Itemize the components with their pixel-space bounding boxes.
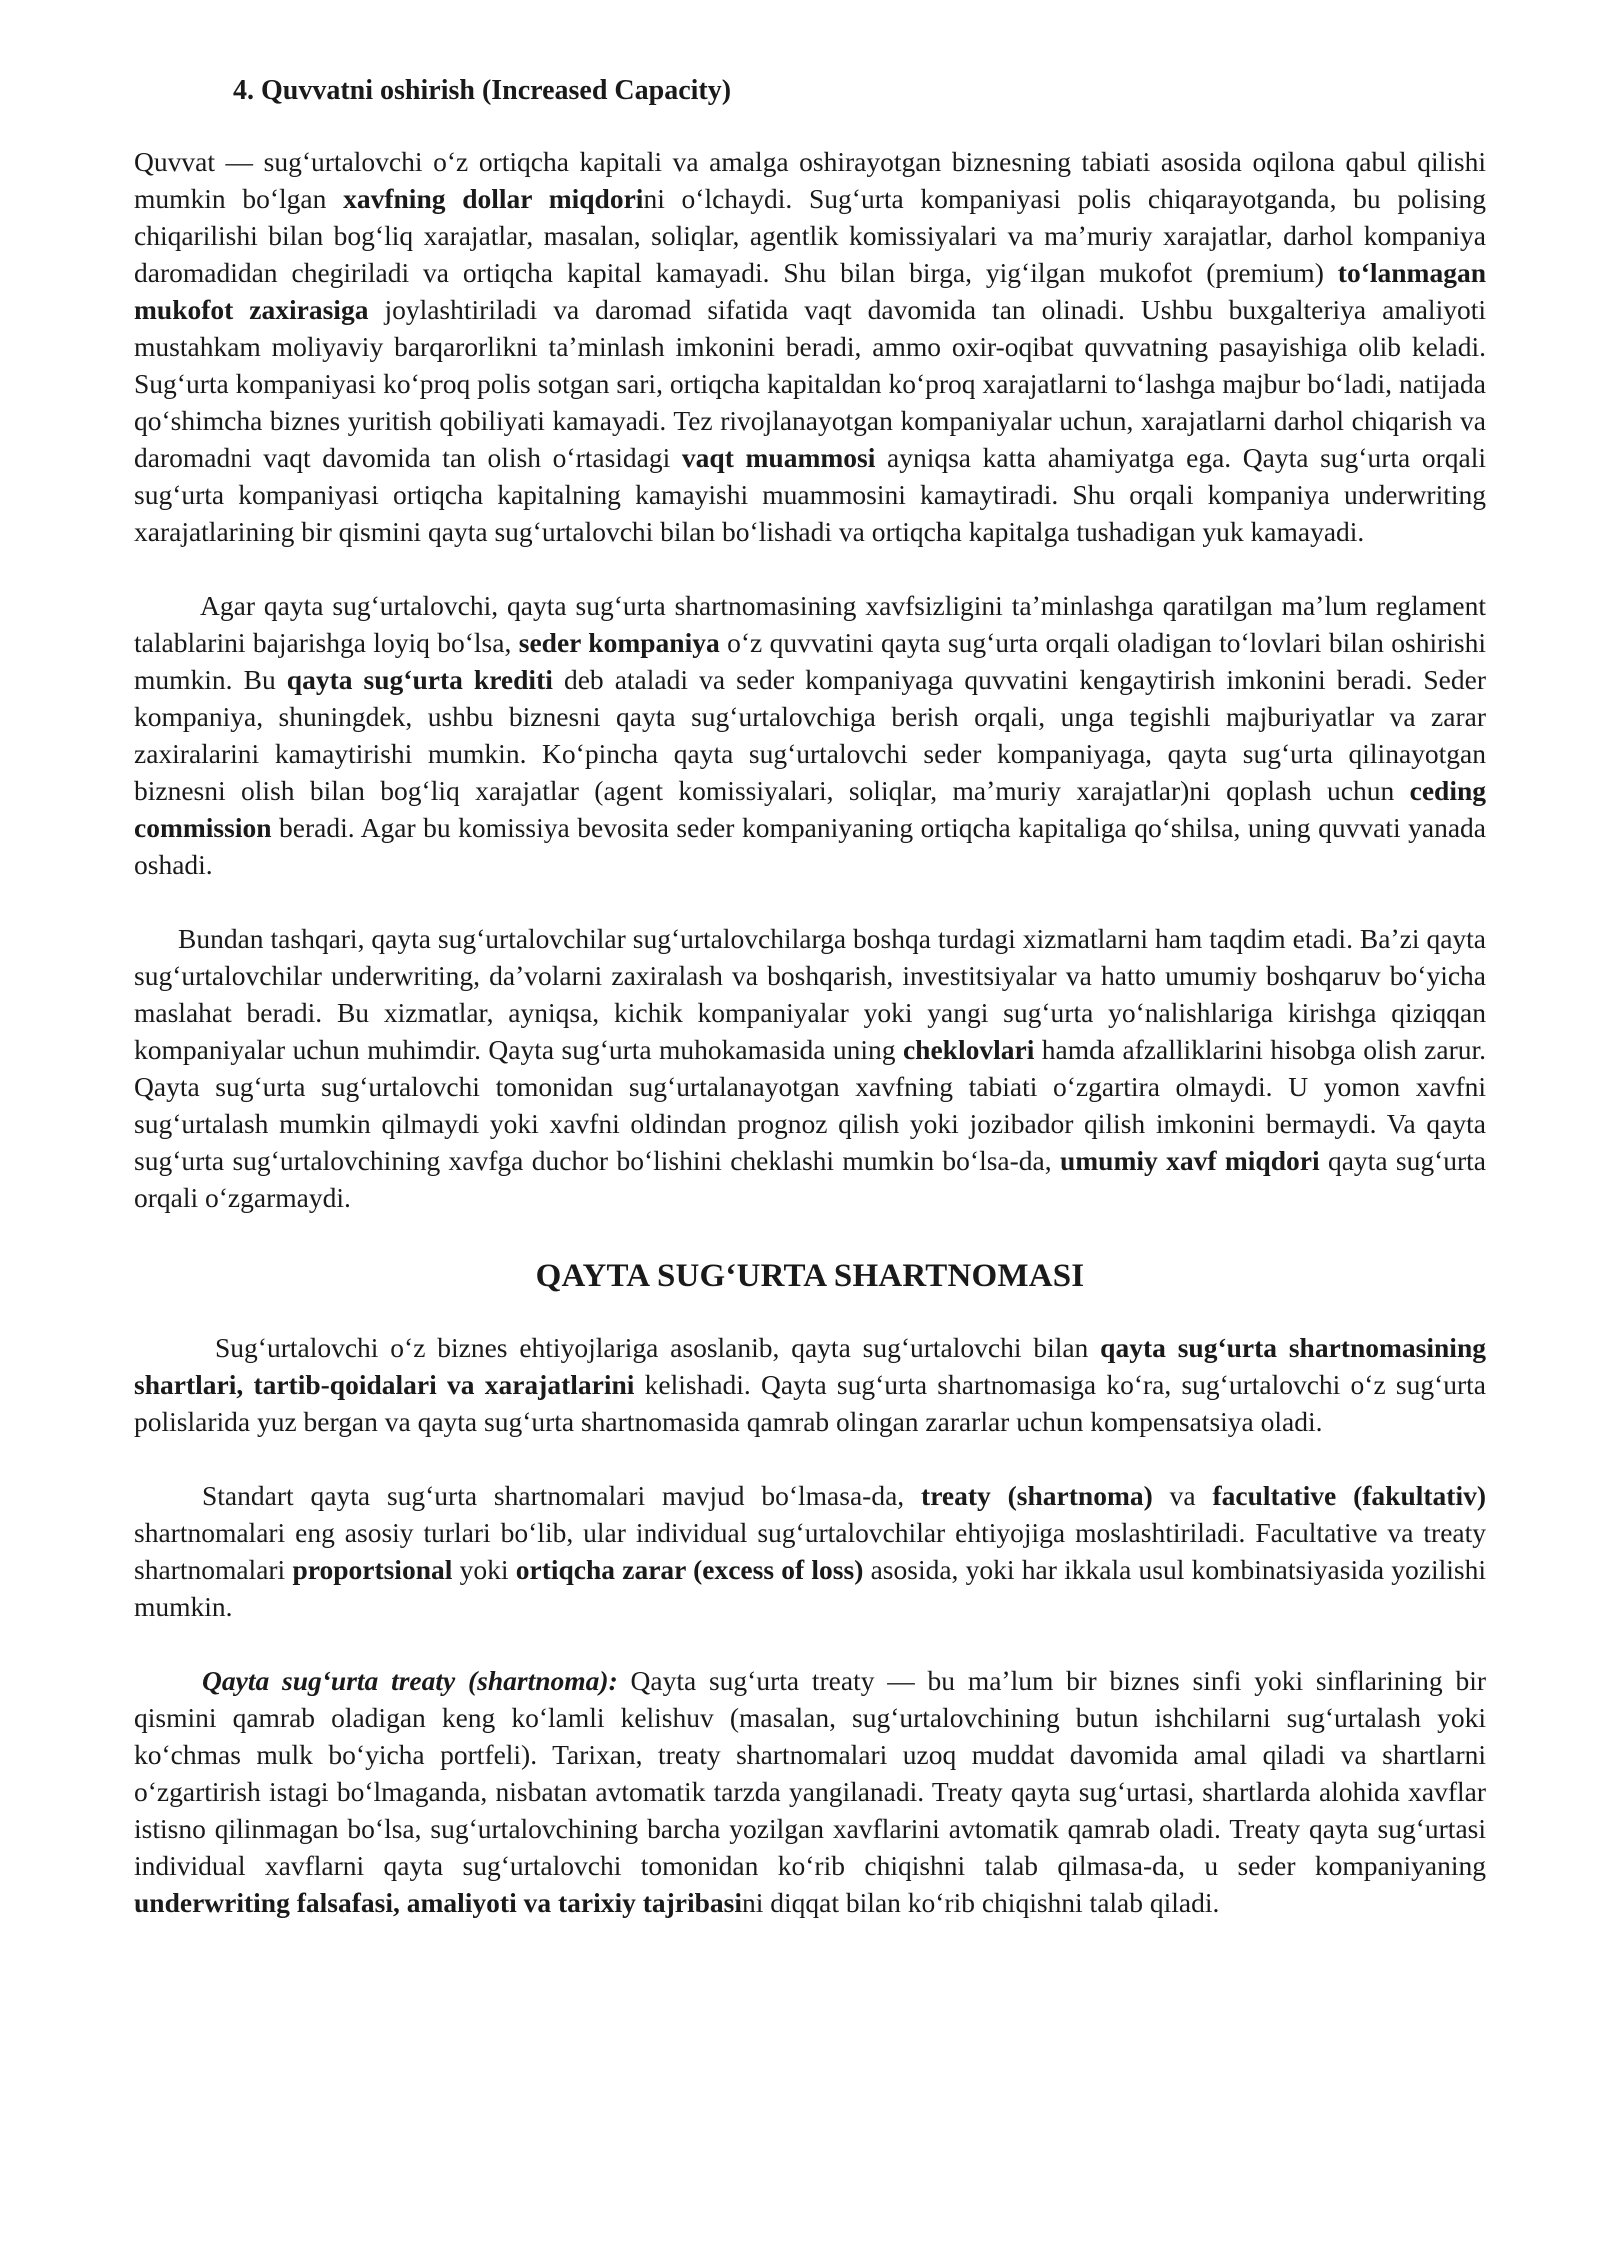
paragraph-types <box>134 1477 1486 1625</box>
text-run: deb ataladi va seder kompaniyaga quvvatini kengaytirish imkonini beradi. Seder kompaniya, shuningdek, ushbu biznesni qayta sugʻurtalovchiga berish orqali, unga tegishli majburiyatlar va zarar zaxiralarini kamaytirishi mumkin. Koʻpincha qayta sugʻurtalovchi seder kompaniyaga, qayta sugʻurta qilinayotgan biznesni olish bilan bogʻliq xarajatlar (agent komissiyalari, soliqlar, maʼmuriy xarajatlar)ni qoplash uchun <box>134 664 1486 806</box>
text-run: ayniqsa katta ahamiyatga ega. Qayta sugʻurta orqali sugʻurta kompaniyasi ortiqcha kapitalning kamayishi muammosini kamaytiradi. Shu orqali kompaniya underwriting xarajatlarining bir qismini qayta sugʻurtalovchi bilan boʻlishadi va ortiqcha kapitalga tushadigan yuk kamayadi. <box>134 442 1486 547</box>
text-run: hamda afzalliklarini hisobga olish zarur. Qayta sugʻurta sugʻurtalovchi tomonidan sugʻurtalanayotgan xavfning tabiati oʻzgartira olmaydi. U yomon xavfni sugʻurtalash mumkin qilmaydi yoki xavfni oldindan prognoz qilish yoki jozibador qilish imkonini bermaydi. Va qayta sugʻurta sugʻurtalovchining xavfga duchor boʻlishini cheklashi mumkin boʻlsa-da, <box>134 1034 1486 1176</box>
text-run: yoki <box>452 1554 516 1585</box>
text-run: va <box>1152 1480 1213 1511</box>
bold-term: facultative (fakultativ) <box>1212 1480 1486 1511</box>
document-body <box>134 72 1486 1921</box>
bold-italic-term: Qayta sugʻurta treaty (shartnoma): <box>202 1665 618 1696</box>
text-run: asosida, yoki har ikkala usul kombinatsiyasida yozilishi mumkin. <box>134 1554 1487 1622</box>
text-run: beradi. Agar bu komissiya bevosita seder kompaniyaning ortiqcha kapitaliga qoʻshilsa, uning quvvati yanada oshadi. <box>134 812 1486 880</box>
text-run: shartnomalari eng asosiy turlari boʻlib, ular individual sugʻurtalovchilar ehtiyojiga moslashtiriladi. Facultative va treaty shartnomalari <box>134 1517 1486 1585</box>
text-run: oʻz quvvatini qayta sugʻurta orqali oladigan toʻlovlari bilan oshirishi mumkin. Bu <box>134 627 1486 695</box>
bold-term: proportsional <box>292 1554 453 1585</box>
bold-term: seder kompaniya <box>518 627 720 658</box>
text-run: ni oʻlchaydi. Sugʻurta kompaniyasi polis chiqarayotganda, bu polising chiqarilishi bilan bogʻliq xarajatlar, masalan, soliqlar, agentlik komissiyalari va maʼmuriy xarajatlar, darhol kompaniya daromadidan chegiriladi va ortiqcha kapital kamayadi. Shu bilan birga, yigʻilgan mukofot (premium) <box>134 183 1486 288</box>
paragraph-agreement <box>134 1329 1486 1440</box>
paragraph-treaty <box>134 1662 1486 1921</box>
paragraph-services <box>134 920 1486 1216</box>
text-run: Bundan tashqari, qayta sugʻurtalovchilar sugʻurtalovchilarga boshqa turdagi xizmatlarni ham taqdim etadi. Baʼzi qayta sugʻurtalovchilar underwriting, daʼvolarni zaxiralash va boshqarish, investitsiyalar va hatto umumiy boshqaruv boʻyicha maslahat beradi. Bu xizmatlar, ayniqsa, kichik kompaniyalar yoki yangi sugʻurta yoʻnalishlariga kirishga qiziqqan kompaniyalar uchun muhimdir. Qayta sugʻurta muhokamasida uning <box>134 923 1486 1065</box>
bold-term: ortiqcha zarar (excess of loss) <box>515 1554 864 1585</box>
bold-term: vaqt muammosi <box>681 442 876 473</box>
bold-term: underwriting falsafasi, amaliyoti va tarixiy tajribasi <box>134 1887 743 1918</box>
bold-term: ceding commission <box>134 775 1486 843</box>
bold-term: treaty (shartnoma) <box>921 1480 1153 1511</box>
bold-term: qayta sugʻurta shartnomasining shartlari, tartib-qoidalari va xarajatlarini <box>134 1332 1486 1400</box>
paragraph-reinsurance-credit <box>134 587 1486 883</box>
bold-term: xavfning dollar miqdori <box>343 183 644 214</box>
text-run: joylashtiriladi va daromad sifatida vaqt davomida tan olinadi. Ushbu buxgalteriya amaliyoti mustahkam moliyaviy barqarorlikni taʼminlash imkonini beradi, ammo oxir-oqibat quvvatning pasayishiga olib keladi. Sugʻurta kompaniyasi koʻproq polis sotgan sari, ortiqcha kapitaldan koʻproq xarajatlarni toʻlashga majbur boʻladi, natijada qoʻshimcha biznes yuritish qobiliyati kamayadi. Tez rivojlanayotgan kompaniyalar uchun, xarajatlarni darhol chiqarish va daromadni vaqt davomida tan olish oʻrtasidagi <box>134 294 1486 473</box>
bold-term: umumiy xavf miqdori <box>1059 1145 1320 1176</box>
text-run: Agar qayta sugʻurtalovchi, qayta sugʻurta shartnomasining xavfsizligini taʼminlashga qaratilgan maʼlum reglament talablarini bajarishga loyiq boʻlsa, <box>134 590 1486 658</box>
text-run: Qayta sugʻurta treaty — bu maʼlum bir biznes sinfi yoki sinflarining bir qismini qamrab oladigan keng koʻlamli kelishuv (masalan, sugʻurtalovchining butun ishchilarni sugʻurtalash yoki koʻchmas mulk boʻyicha portfeli). Tarixan, treaty shartnomalari uzoq muddat davomida amal qiladi va shartlarni oʻzgartirish istagi boʻlmaganda, nisbatan avtomatik tarzda yangilanadi. Treaty qayta sugʻurtasi, shartlarda alohida xavflar istisno qilinmagan boʻlsa, sugʻurtalovchining barcha yozilgan xavflarini avtomatik qamrab oladi. Treaty qayta sugʻurtasi individual xavflarni qayta sugʻurtalovchi tomonidan koʻrib chiqishni talab qilmasa-da, u seder kompaniyaning <box>134 1665 1487 1881</box>
bold-term: cheklovlari <box>902 1034 1035 1065</box>
section-heading: 4. Quvvatni oshirish (Increased Capacity) <box>233 75 732 106</box>
text-run: kelishadi. Qayta sugʻurta shartnomasiga koʻra, sugʻurtalovchi oʻz sugʻurta polislarida yuz bergan va qayta sugʻurta shartnomasida qamrab olingan zararlar uchun kompensatsiya oladi. <box>134 1369 1486 1437</box>
section-title: QAYTA SUGʻURTA SHARTNOMASI <box>535 1258 1085 1294</box>
bold-term: toʻlanmagan mukofot zaxirasiga <box>134 257 1486 325</box>
bold-term: qayta sugʻurta krediti <box>286 664 553 695</box>
paragraph-capacity <box>134 143 1486 550</box>
text-run: Sugʻurtalovchi oʻz biznes ehtiyojlariga asoslanib, qayta sugʻurtalovchi bilan <box>215 1332 1101 1363</box>
text-run: Quvvat — sugʻurtalovchi oʻz ortiqcha kapitali va amalga oshirayotgan biznesning tabiati asosida oqilona qabul qilishi mumkin boʻlgan <box>134 146 1486 214</box>
text-run: qayta sugʻurta orqali oʻzgarmaydi. <box>134 1145 1486 1213</box>
text-run: ni diqqat bilan koʻrib chiqishni talab qiladi. <box>742 1887 1220 1918</box>
text-run: Standart qayta sugʻurta shartnomalari mavjud boʻlmasa-da, <box>202 1480 922 1511</box>
